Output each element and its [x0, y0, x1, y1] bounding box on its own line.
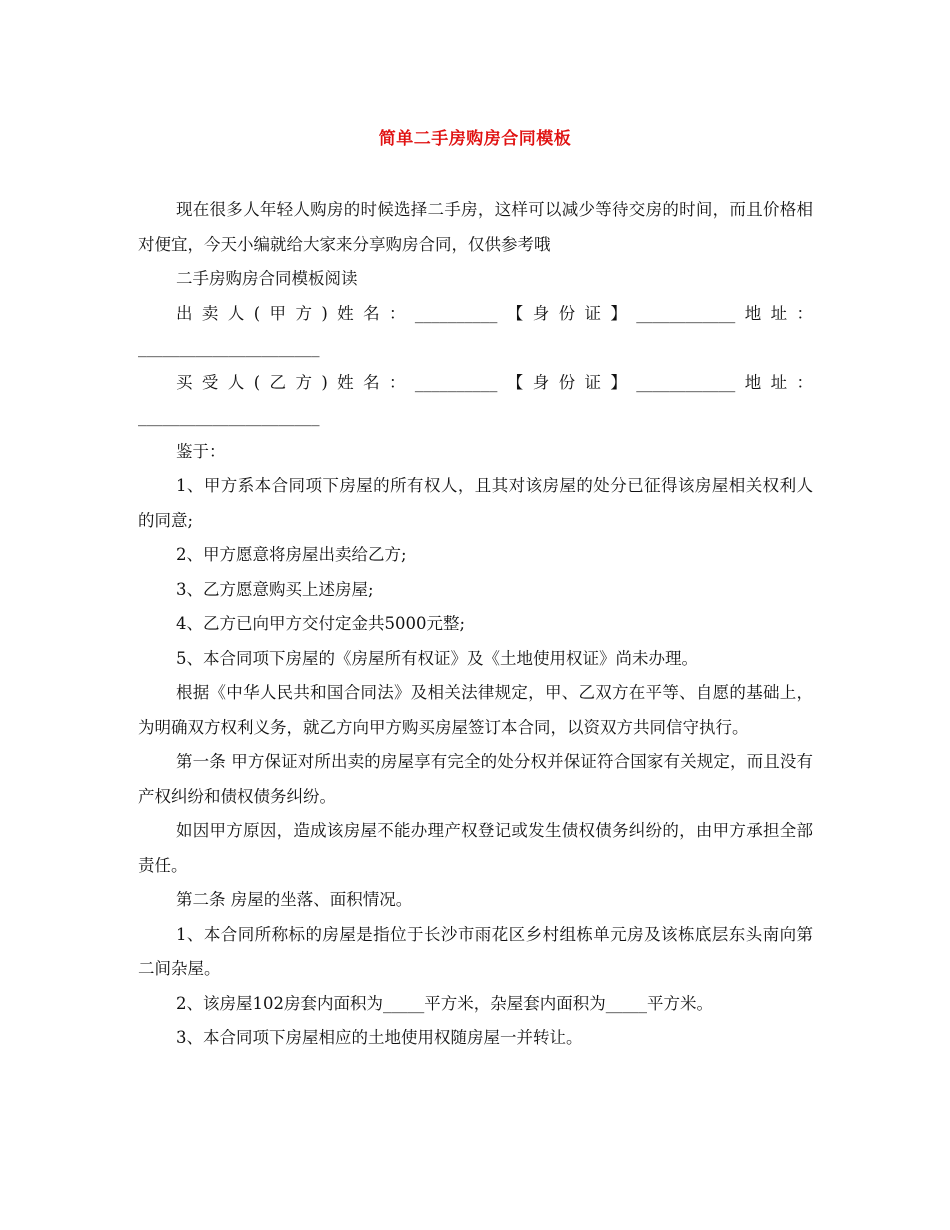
document-title: 简单二手房购房合同模板	[378, 129, 572, 149]
intro-paragraph: 现在很多人年轻人购房的时候选择二手房，这样可以减少等待交房的时间，而且价格相对便宜，今天小编就给大家来分享购房合同，仅供参考哦	[138, 200, 813, 254]
article-2-item-1: 1、本合同所称标的房屋是指位于长沙市雨花区乡村组栋单元房及该栋底层东头南向第二间杂屋。	[138, 924, 813, 978]
document-body	[138, 193, 813, 1056]
whereas-item-5: 5、本合同项下房屋的《房屋所有权证》及《土地使用权证》尚未办理。	[176, 648, 698, 668]
whereas-item-2: 2、甲方愿意将房屋出卖给乙方;	[176, 545, 407, 564]
legal-basis-paragraph: 根据《中华人民共和国合同法》及相关法律规定，甲、乙双方在平等、自愿的基础上，为明确双方权利义务，就乙方向甲方购买房屋签订本合同，以资双方共同信守执行。	[138, 683, 813, 737]
article-1: 第一条 甲方保证对所出卖的房屋享有完全的处分权并保证符合国家有关规定，而且没有产权纠纷和债权债务纠纷。	[138, 752, 813, 806]
seller-info-line: 出卖人(甲方)姓名：__________【身份证】____________地址：______________________	[138, 303, 813, 357]
template-heading: 二手房购房合同模板阅读	[176, 269, 358, 288]
whereas-item-3: 3、乙方愿意购买上述房屋;	[176, 579, 374, 599]
article-2-item-3: 3、本合同项下房屋相应的土地使用权随房屋一并转让。	[176, 1028, 583, 1047]
article-2-item-2: 2、该房屋102房套内面积为_____平方米，杂屋套内面积为_____平方米。	[176, 993, 713, 1013]
buyer-info-line: 买受人(乙方)姓名：__________【身份证】____________地址：______________________	[138, 372, 813, 426]
article-2-heading: 第二条 房屋的坐落、面积情况。	[176, 890, 413, 909]
whereas-item-1: 1、甲方系本合同项下房屋的所有权人，且其对该房屋的处分已征得该房屋相关权利人的同意;	[138, 476, 813, 530]
article-1-liability: 如因甲方原因，造成该房屋不能办理产权登记或发生债权债务纠纷的，由甲方承担全部责任。	[138, 821, 813, 875]
whereas-item-4: 4、乙方已向甲方交付定金共5000元整;	[176, 614, 466, 633]
whereas-heading: 鉴于：	[176, 441, 226, 461]
